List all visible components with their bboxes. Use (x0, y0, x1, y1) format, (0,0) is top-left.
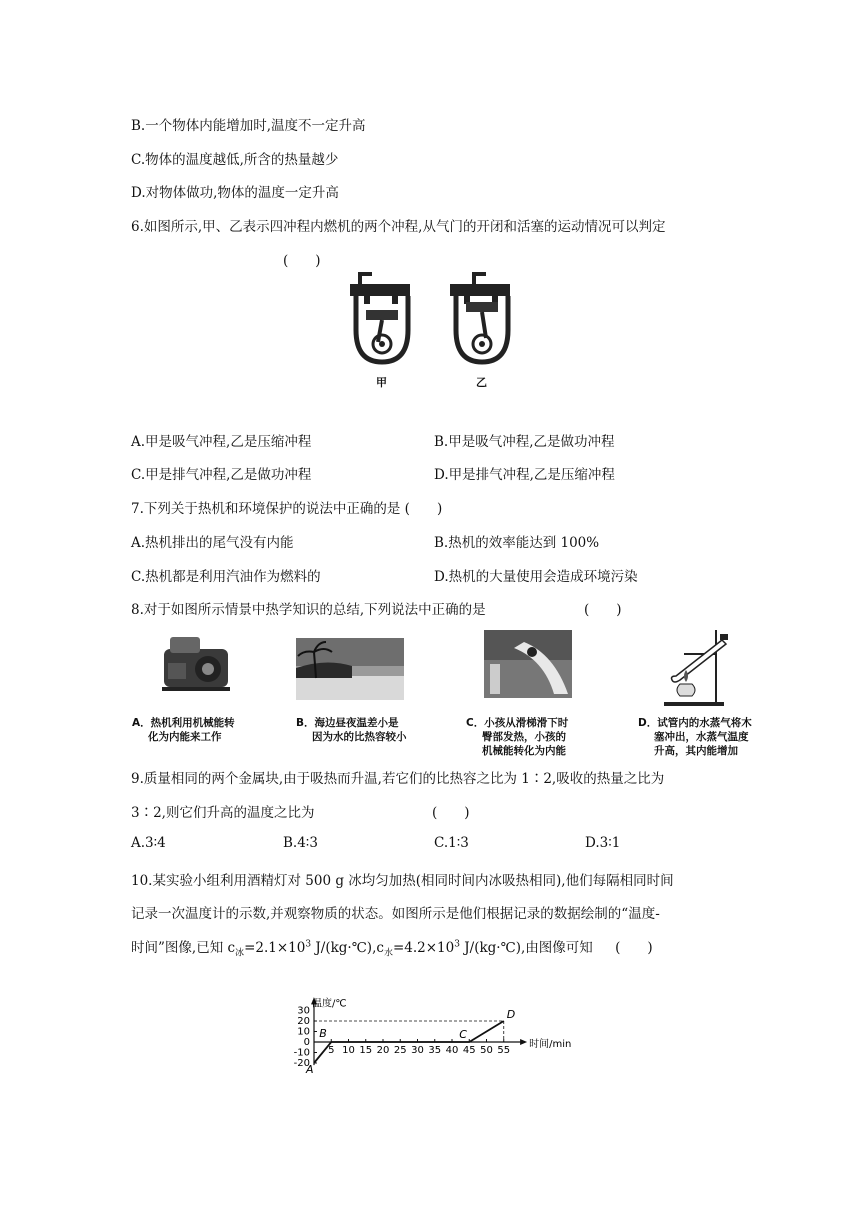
figure-caption-a (132, 716, 235, 744)
image-slide (484, 630, 572, 702)
x-tick-label: 55 (497, 1045, 511, 1056)
q10-answer-blank: ( ) (615, 940, 653, 956)
y-tick-label: 20 (297, 1016, 310, 1027)
q6-option-c: C.甲是排气冲程,乙是做功冲程 (131, 467, 312, 483)
image-test-tube-apparatus (654, 624, 738, 712)
x-tick-label: 15 (359, 1045, 373, 1056)
q9-option-b: B.4∶3 (283, 835, 318, 851)
caption-c-line-1: C．小孩从滑梯滑下时 (466, 717, 569, 729)
engine-diagram-jia (346, 270, 418, 374)
point-label-b: B (319, 1027, 327, 1040)
q9-option-d: D.3∶1 (585, 835, 621, 851)
q10-stem-line-3 (131, 936, 653, 959)
figure-caption-c (466, 716, 568, 758)
q9-option-c: C.1∶3 (434, 835, 469, 851)
q6-stem: 6.如图所示,甲、乙表示四冲程内燃机的两个冲程,从气门的开闭和活塞的运动情况可以判定 (131, 219, 666, 235)
point-label-a: A (306, 1063, 314, 1076)
x-tick-label: 5 (328, 1045, 335, 1056)
x-tick-label: 40 (445, 1045, 459, 1056)
x-tick-label: 25 (393, 1045, 407, 1056)
caption-a-line-1: A．热机利用机械能转 (132, 717, 235, 729)
x-tick-label: 10 (342, 1045, 355, 1056)
q10-text-a: 时间”图像,已知 c (131, 940, 236, 956)
y-tick-label: -10 (293, 1047, 310, 1059)
q9-stem-line-2: 3∶2,则它们升高的温度之比为 (131, 805, 315, 821)
x-axis-arrow (520, 1039, 527, 1045)
caption-c-line-2: 臀部发热，小孩的 (482, 731, 566, 743)
q9-option-a: A.3∶4 (131, 835, 166, 851)
q9-answer-blank: ( ) (432, 805, 470, 821)
figure-caption-b (296, 716, 407, 744)
caption-b-line-1: B．海边昼夜温差小是 (296, 717, 399, 729)
q6-answer-blank: ( ) (283, 253, 321, 269)
y-tick-label: 0 (303, 1037, 310, 1048)
image-beach (296, 638, 404, 704)
q5-option-c: C.物体的温度越低,所含的热量越少 (131, 152, 339, 168)
engine-label-jia: 甲 (376, 376, 387, 389)
caption-d-line-1: D．试管内的水蒸气将木 (638, 717, 752, 729)
x-tick-label: 50 (480, 1045, 493, 1056)
q10-text-c: J/(kg·℃),c (311, 940, 384, 956)
point-label-d: D (506, 1008, 516, 1021)
q10-stem-line-1: 10.某实验小组利用酒精灯对 500 g 冰均匀加热(相同时间内冰吸热相同),他们每隔相同时间 (131, 873, 674, 889)
x-tick-label: 30 (411, 1045, 424, 1056)
caption-a-line-2: 化为内能来工作 (148, 731, 222, 743)
image-engine (158, 633, 234, 699)
point-label-c: C (459, 1028, 467, 1041)
figure-caption-d (638, 716, 752, 758)
q10-sup-3a: 3 (305, 939, 312, 950)
q10-text-d: =4.2×10 (392, 940, 455, 956)
q10-sup-3b: 3 (454, 939, 460, 950)
q5-option-b: B.一个物体内能增加时,温度不一定升高 (131, 118, 366, 134)
q7-option-c: C.热机都是利用汽油作为燃料的 (131, 569, 321, 585)
q7-option-b: B.热机的效率能达到 100% (434, 535, 600, 551)
q10-sub-water: 水 (383, 948, 393, 959)
caption-d-line-3: 升高，其内能增加 (654, 745, 738, 757)
q10-sub-ice: 冰 (235, 948, 245, 959)
caption-b-line-2: 因为水的比热容较小 (312, 731, 407, 743)
q5-option-d: D.对物体做功,物体的温度一定升高 (131, 185, 339, 201)
q10-text-e: J/(kg·℃),由图像可知 (459, 940, 593, 956)
x-tick-label: 20 (376, 1045, 390, 1056)
q6-option-b: B.甲是吸气冲程,乙是做功冲程 (434, 434, 615, 450)
q10-text-b: =2.1×10 (244, 940, 306, 956)
y-tick-label: -20 (293, 1058, 310, 1069)
y-tick-label: 10 (297, 1026, 310, 1038)
q6-option-d: D.甲是排气冲程,乙是压缩冲程 (434, 467, 615, 483)
y-axis-label: 温度/℃ (312, 998, 347, 1010)
q7-option-a: A.热机排出的尾气没有内能 (131, 535, 294, 551)
x-tick-label: 45 (462, 1045, 476, 1056)
q8-answer-blank: ( ) (584, 602, 622, 618)
q9-stem-line-1: 9.质量相同的两个金属块,由于吸热而升温,若它们的比热容之比为 1∶2,吸收的热量之比为 (131, 771, 665, 787)
x-tick-label: 35 (428, 1045, 442, 1056)
y-tick-label: 30 (297, 1005, 310, 1017)
q8-stem: 8.对于如图所示情景中热学知识的总结,下列说法中正确的是 (131, 602, 486, 618)
q7-stem: 7.下列关于热机和环境保护的说法中正确的是 ( ) (131, 501, 443, 517)
temperature-time-chart (280, 960, 600, 1094)
caption-d-line-2: 塞冲出，水蒸气温度 (654, 731, 749, 743)
x-axis-label: 时间/min (529, 1039, 572, 1050)
engine-label-yi: 乙 (476, 376, 487, 389)
engine-diagram-yi (446, 270, 518, 374)
q10-stem-line-2: 记录一次温度计的示数,并观察物质的状态。如图所示是他们根据记录的数据绘制的“温度- (131, 906, 660, 922)
q6-option-a: A.甲是吸气冲程,乙是压缩冲程 (131, 434, 312, 450)
q7-option-d: D.热机的大量使用会造成环境污染 (434, 569, 638, 585)
caption-c-line-3: 机械能转化为内能 (482, 745, 566, 757)
